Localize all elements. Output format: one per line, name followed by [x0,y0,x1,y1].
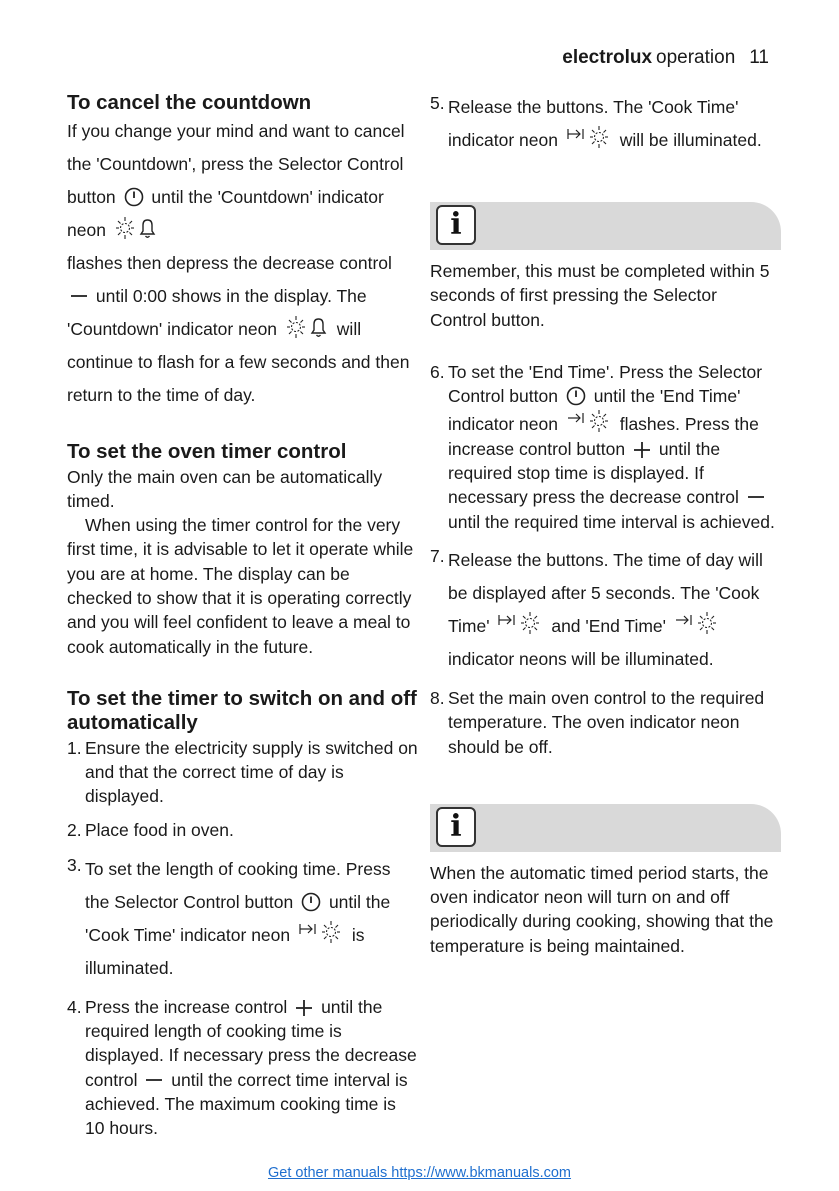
minus-icon [145,1076,163,1090]
step-text [448,91,775,157]
selector-control-icon [301,892,321,912]
auto-timer-heading: To set the timer to switch on and off automatically [67,686,417,735]
plus-icon [295,999,313,1017]
step-4-text-a: Press the increase control [85,996,288,1017]
plus-icon [633,441,651,459]
step-text: Set the main oven control to the required temperature. The oven indicator neon should be off. [448,687,765,757]
cancel-text-1: If you change your mind and want to cancel the 'Countdown', press the Selector Control button [67,121,405,208]
step-6-text-a: To set the 'End Time'. Press the Selector Control button [448,361,763,407]
page-header [562,47,769,69]
step-text [448,544,775,676]
selector-control-icon [124,187,144,207]
cook-time-neon-icon [566,124,612,150]
step-number: 7. [430,545,445,566]
step-6-text-d: until the required stop time is displayed. If necessary press the decrease control [448,438,739,508]
note-bar [430,804,781,852]
step-7 [430,544,775,676]
step-5 [430,91,775,157]
oven-timer-p2: When using the timer control for the very first time, it is advisable to let it operate while you are at home. The display can be checked to show that it is operating correctly and you will feel confident to leave a meal to cook automatically in the future. [67,515,414,657]
cancel-text-2: until the [151,187,213,208]
footer [0,1165,839,1181]
step-7-text-b: and 'End Time' [551,615,667,636]
step-4 [67,995,419,1141]
step-2 [67,818,419,842]
oven-timer-heading: To set the oven timer control [67,440,347,464]
step-number: 2. [67,820,82,841]
step-7-text-a: Release the buttons. The time of day will be displayed after 5 seconds. The 'Cook Time' [448,549,763,636]
note-2-text: When the automatic timed period starts, the oven indicator neon will turn on and off periodically during cooking, showing that the temperature is being maintained. [430,862,774,956]
step-number: 1. [67,737,82,758]
cancel-text-3: 'Countdown' indicator neon [67,187,384,241]
step-text: Place food in oven. [85,820,234,841]
step-7-text-c: indicator neons will be illuminated. [448,648,714,669]
end-time-neon-icon [674,610,720,636]
page-number: 11 [749,47,769,68]
step-5-text-b: will be illuminated. [619,130,762,150]
step-text [85,995,419,1141]
step-3-text-c: is illuminated. [85,924,365,978]
brand-name: electrolux [562,47,653,68]
cook-time-neon-icon [298,919,344,945]
right-column [430,91,775,958]
step-4-text-b: until the required length of cooking time is displayed. If necessary press the decrease control [85,996,417,1090]
step-3 [67,853,419,985]
note-1-text: Remember, this must be completed within 5 seconds of first pressing the Selector Control button. [430,261,770,330]
selector-control-icon [566,386,586,406]
step-6-text-c: flashes. Press the increase control button [448,414,759,459]
countdown-neon-icon [114,216,158,240]
cancel-countdown-heading: To cancel the countdown [67,91,312,114]
info-icon: i [436,205,476,245]
step-number: 3. [67,854,82,875]
oven-timer-p1: Only the main oven can be automatically timed. [67,466,383,511]
cancel-countdown-text [67,115,419,412]
step-text [448,360,775,534]
cook-time-neon-icon [497,610,543,636]
step-text [85,853,419,985]
step-1 [67,736,419,809]
step-5-text-a: Release the buttons. The 'Cook Time' indicator neon [448,97,739,150]
minus-icon [70,292,88,306]
step-8 [430,686,775,759]
step-6-text-e: until the required time interval is achieved. [448,511,775,532]
step-number: 4. [67,996,82,1017]
note-bar [430,202,781,250]
cancel-text-7: will continue to flash for a few seconds and then return to the time of day. [67,319,410,406]
info-note-2 [430,801,775,853]
step-3-text-b: until the 'Cook Time' indicator neon [85,891,391,945]
step-3-text-a: To set the length of cooking time. Press the Selector Control button [85,858,391,912]
countdown-neon-icon [285,315,329,339]
cancel-text-6: neon [238,319,278,340]
step-number: 8. [430,687,445,708]
manuals-link[interactable]: Get other manuals https://www.bkmanuals.com [267,1165,572,1181]
step-number: 5. [430,93,445,113]
cancel-text-4: flashes then depress the decrease control [67,253,392,274]
step-4-text-c: until the correct time interval is achieved. The maximum cooking time is 10 hours. [85,1069,408,1139]
end-time-neon-icon [566,408,612,434]
step-6-text-b: until the 'End Time' indicator neon [448,386,741,435]
info-note-1 [430,199,775,251]
info-icon: i [436,807,476,847]
section-name: operation [656,47,736,68]
step-number: 6. [430,361,445,382]
step-6 [430,360,775,534]
minus-icon [747,493,765,507]
left-column [67,91,419,1151]
cancel-text-5: until 0:00 shows in the display. The 'Countdown' indicator [67,286,367,340]
step-text: Ensure the electricity supply is switched on and that the correct time of day is displayed. [85,737,418,807]
